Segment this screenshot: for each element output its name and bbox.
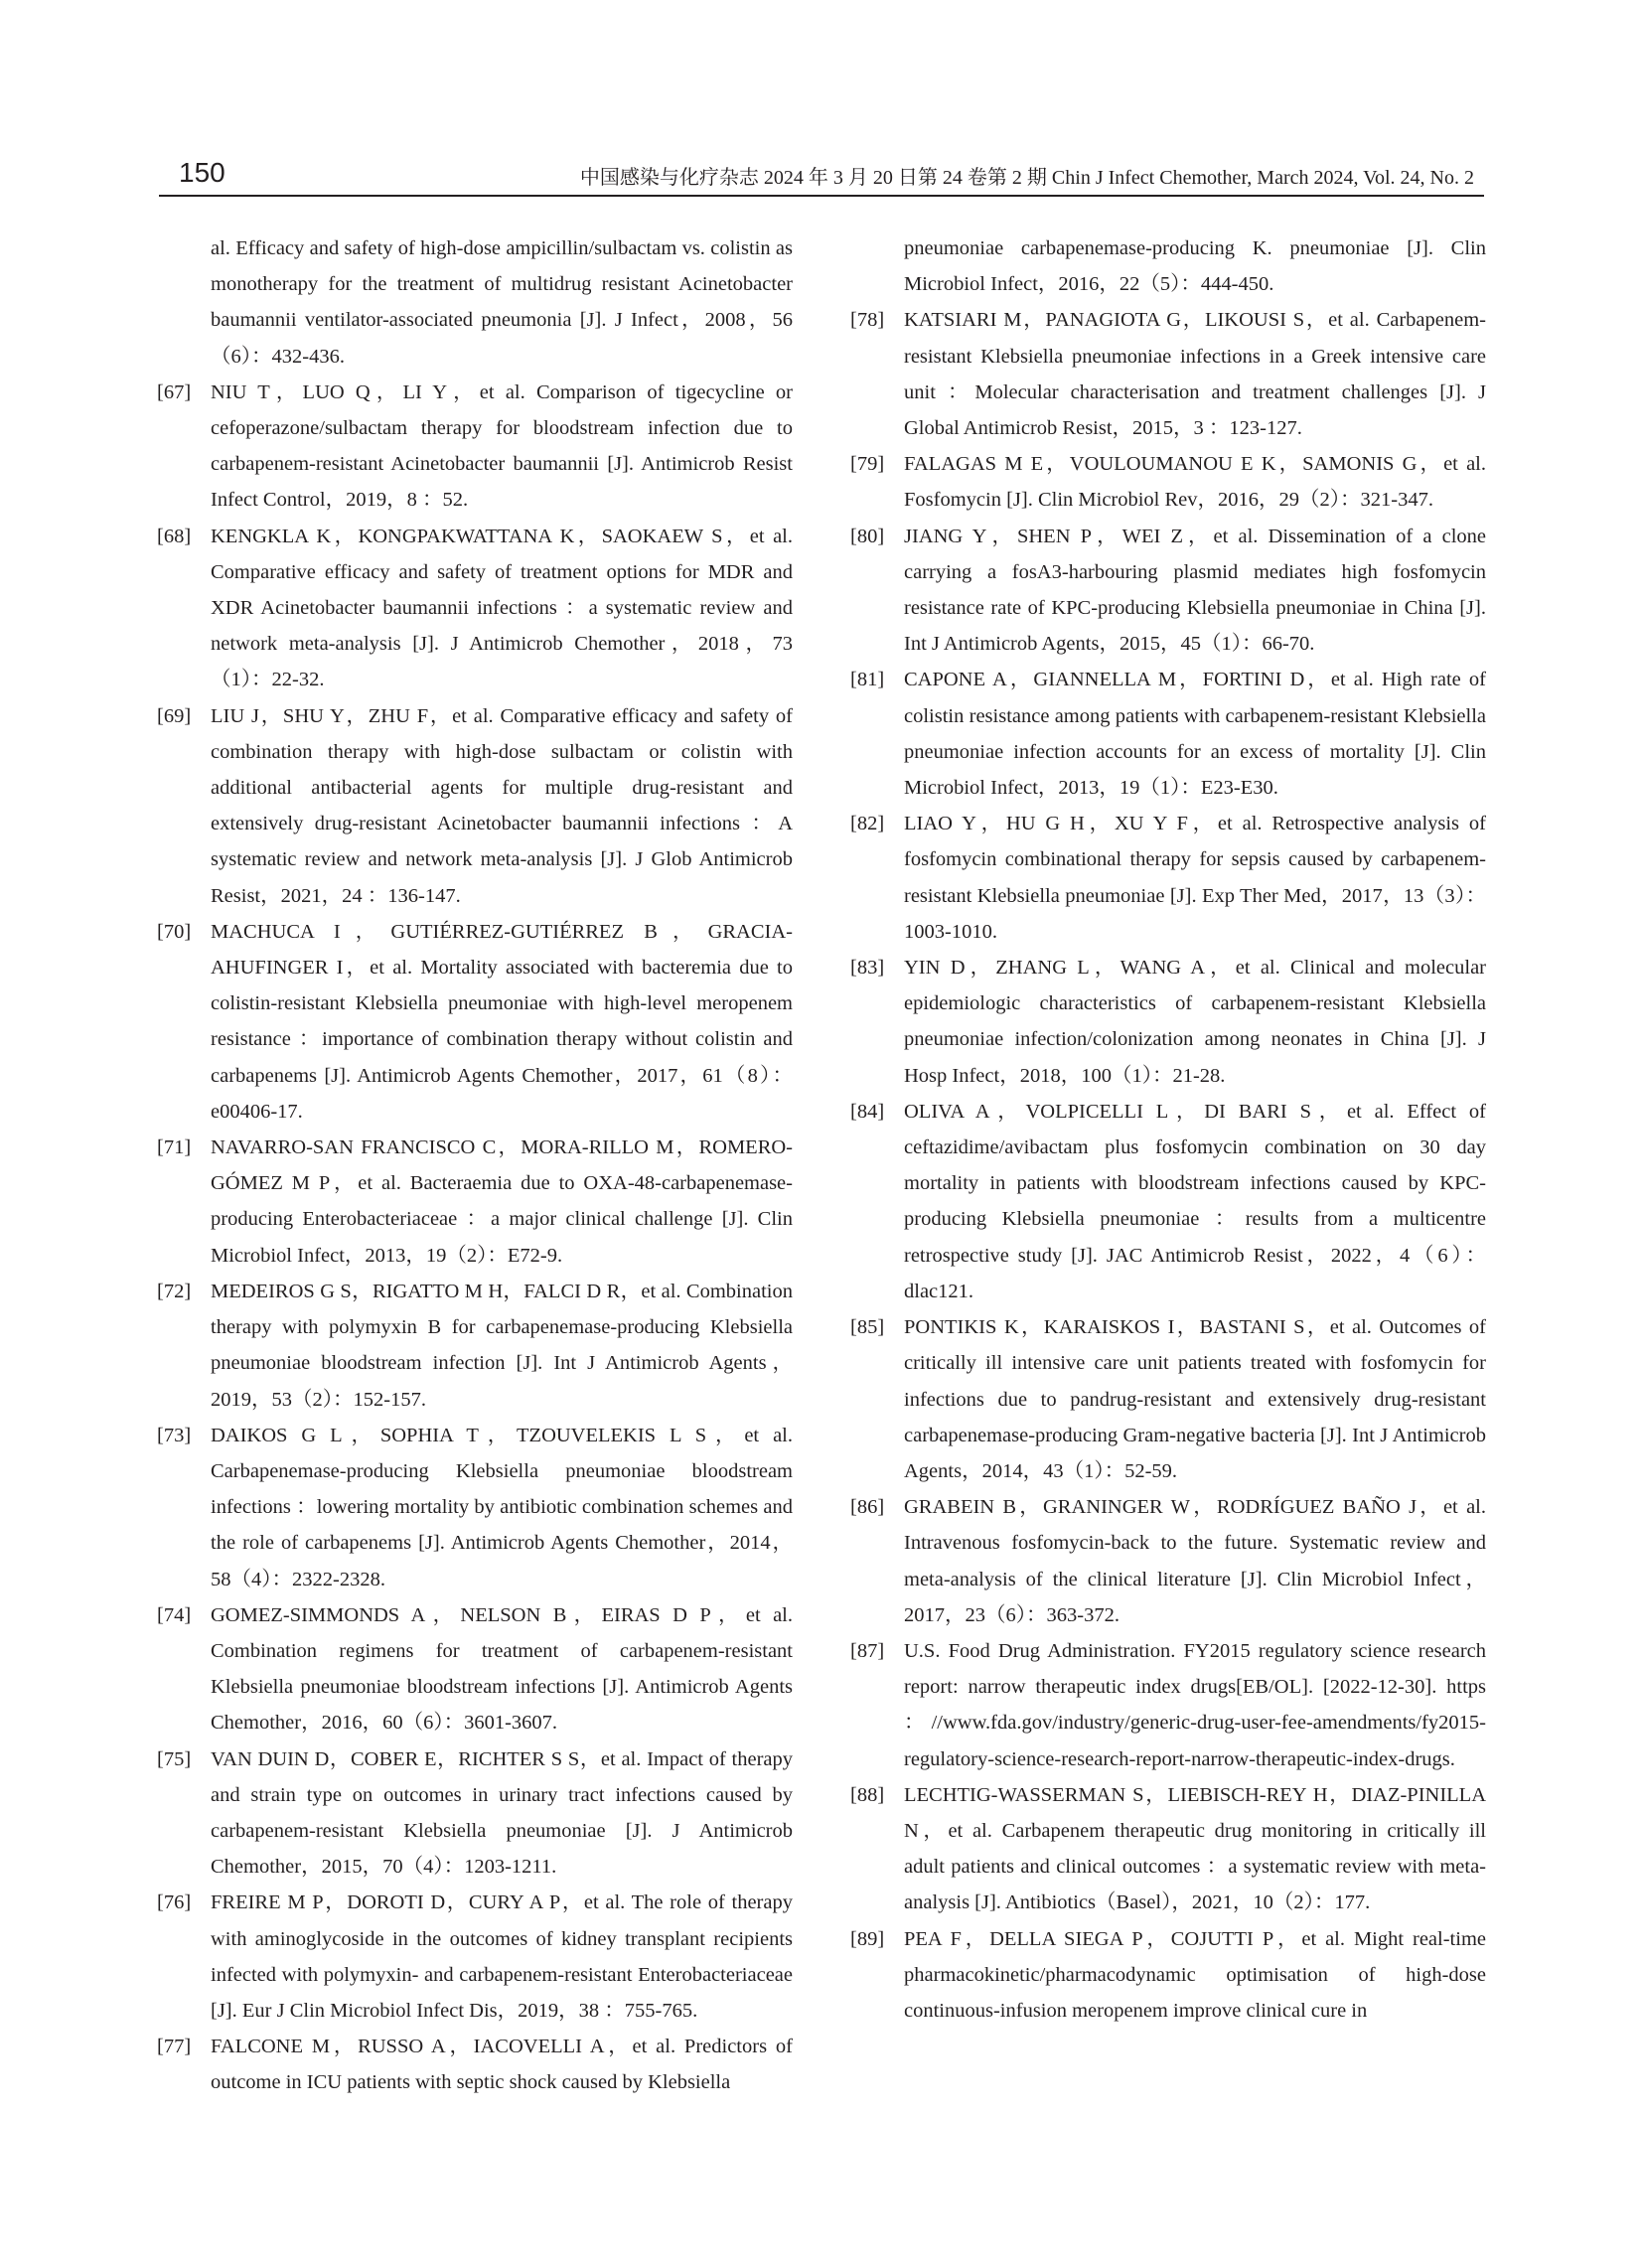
reference-text: JIANG Y，SHEN P，WEI Z，et al. Dissemination of a clone carrying a fosA3-harbouring plasmid mediates high fosfomycin resistance rate of KPC-producing Klebsiella pneumoniae in China [J]. Int J Antimicrob Agents，2015，45（1）：66-70. — [904, 525, 1486, 656]
reference-number: [73] — [157, 1424, 192, 1446]
reference-text: MACHUCA I，GUTIÉRREZ-GUTIÉRREZ B，GRACIA-AHUFINGER I，et al. Mortality associated with bacteremia due to colistin-resistant Klebsiella pneumoniae with high-level meropenem resistance ：importance of combination therapy without colistin and carbapenems [J]. Antimicrob Agents Chemother，2017，61（8）：e00406-17. — [211, 920, 793, 1123]
reference-text: VAN DUIN D，COBER E，RICHTER S S，et al. Impact of therapy and strain type on outcomes in urinary tract infections caused by carbapenem-resistant Klebsiella pneumoniae [J]. J Antimicrob Chemother，2015，70（4）：1203-1211. — [211, 1747, 793, 1879]
reference-entry — [850, 1633, 1486, 1777]
reference-entry — [157, 1885, 793, 2029]
reference-entry — [850, 1094, 1486, 1309]
reference-text: KATSIARI M，PANAGIOTA G，LIKOUSI S，et al. Carbapenem-resistant Klebsiella pneumoniae infections in a Greek intensive care unit ：Molecular characterisation and treatment challenges [J]. J Global Antimicrob Resist，2015，3 ：123-127. — [904, 309, 1486, 440]
reference-number: [88] — [850, 1783, 885, 1806]
reference-number: [81] — [850, 669, 885, 691]
reference-entry — [157, 1130, 793, 1274]
page-number: 150 — [179, 157, 225, 188]
reference-number: [82] — [850, 813, 885, 835]
reference-text: LIU J，SHU Y，ZHU F，et al. Comparative efficacy and safety of combination therapy with high-dose sulbactam or colistin with additional antibacterial agents for multiple drug-resistant and extensively drug-resistant Acinetobacter baumannii infections ：A systematic review and network meta-analysis [J]. J Glob Antimicrob Resist，2021，24 ：136-147. — [211, 704, 793, 907]
reference-number: [79] — [850, 453, 885, 476]
reference-number: [70] — [157, 920, 192, 943]
reference-number: [86] — [850, 1496, 885, 1519]
reference-entry — [850, 519, 1486, 663]
running-header — [159, 159, 1484, 197]
reference-entry — [850, 1489, 1486, 1633]
reference-number: [74] — [157, 1603, 192, 1626]
reference-number: [68] — [157, 525, 192, 547]
reference-entry — [850, 1309, 1486, 1489]
reference-number: [72] — [157, 1280, 192, 1302]
reference-text: PEA F，DELLA SIEGA P，COJUTTI P，et al. Might real-time pharmacokinetic/pharmacodynamic optimisation of high-dose continuous-infusion meropenem improve clinical cure in — [904, 1927, 1486, 2022]
reference-text: GRABEIN B，GRANINGER W，RODRÍGUEZ BAÑO J，et al. Intravenous fosfomycin-back to the future. Systematic review and meta-analysis of the clinical literature [J]. Clin Microbiol Infect，2017，23（6）：363-372. — [904, 1496, 1486, 1626]
reference-number: [67] — [157, 380, 192, 403]
reference-entry — [850, 950, 1486, 1094]
reference-entry — [850, 1921, 1486, 2030]
reference-entry — [157, 375, 793, 519]
reference-entry — [850, 230, 1486, 302]
reference-text: FREIRE M P，DOROTI D，CURY A P，et al. The role of therapy with aminoglycoside in the outcomes of kidney transplant recipients infected with polymyxin- and carbapenem-resistant Enterobacteriaceae [J]. Eur J Clin Microbiol Infect Dis，2019，38 ：755-765. — [211, 1891, 793, 2022]
reference-entry — [157, 1274, 793, 1418]
reference-text: MEDEIROS G S，RIGATTO M H，FALCI D R，et al. Combination therapy with polymyxin B for carbapenemase-producing Klebsiella pneumoniae bloodstream infection [J]. Int J Antimicrob Agents，2019，53（2）：152-157. — [211, 1280, 793, 1411]
reference-number: [69] — [157, 704, 192, 727]
reference-entry — [850, 446, 1486, 518]
reference-text: FALCONE M，RUSSO A，IACOVELLI A，et al. Predictors of outcome in ICU patients with septic shock caused by Klebsiella — [211, 2036, 793, 2094]
reference-number: [84] — [850, 1100, 885, 1123]
reference-number: [77] — [157, 2036, 192, 2058]
reference-text: LECHTIG-WASSERMAN S，LIEBISCH-REY H，DIAZ-PINILLA N，et al. Carbapenem therapeutic drug monitoring in critically ill adult patients and clinical outcomes ：a systematic review with meta-analysis [J]. Antibiotics（Basel），2021，10（2）：177. — [904, 1783, 1486, 1914]
reference-column-left — [157, 230, 793, 2101]
reference-text: NAVARRO-SAN FRANCISCO C，MORA-RILLO M，ROMERO-GÓMEZ M P，et al. Bacteraemia due to OXA-48-carbapenemase-producing Enterobacteriaceae ：a major clinical challenge [J]. Clin Microbiol Infect，2013，19（2）：E72-9. — [211, 1136, 793, 1267]
reference-column-right — [850, 230, 1486, 2029]
reference-entry — [157, 519, 793, 698]
reference-text: OLIVA A，VOLPICELLI L，DI BARI S，et al. Effect of ceftazidime/avibactam plus fosfomycin combination on 30 day mortality in patients with bloodstream infections caused by KPC-producing Klebsiella pneumoniae ：results from a multicentre retrospective study [J]. JAC Antimicrob Resist，2022，4（6）：dlac121. — [904, 1100, 1486, 1302]
reference-text: FALAGAS M E，VOULOUMANOU E K，SAMONIS G，et al. Fosfomycin [J]. Clin Microbiol Rev，2016，29（2）：321-347. — [904, 453, 1486, 512]
reference-number: [87] — [850, 1639, 885, 1662]
reference-entry — [850, 302, 1486, 446]
reference-number: [71] — [157, 1136, 192, 1159]
reference-text: DAIKOS G L，SOPHIA T，TZOUVELEKIS L S，et al. Carbapenemase-producing Klebsiella pneumoniae bloodstream infections ：lowering mortality by antibiotic combination schemes and the role of carbapenems [J]. Antimicrob Agents Chemother，2014，58（4）：2322-2328. — [211, 1424, 793, 1590]
reference-number: [76] — [157, 1891, 192, 1914]
reference-text: pneumoniae carbapenemase-producing K. pneumoniae [J]. Clin Microbiol Infect，2016，22（5）：444-450. — [904, 237, 1486, 296]
reference-number: [78] — [850, 309, 885, 332]
reference-text: LIAO Y，HU G H，XU Y F，et al. Retrospective analysis of fosfomycin combinational therapy for sepsis caused by carbapenem-resistant Klebsiella pneumoniae [J]. Exp Ther Med，2017，13（3）：1003-1010. — [904, 813, 1486, 943]
reference-text: GOMEZ-SIMMONDS A，NELSON B，EIRAS D P，et al. Combination regimens for treatment of carbapenem-resistant Klebsiella pneumoniae bloodstream infections [J]. Antimicrob Agents Chemother，2016，60（6）：3601-3607. — [211, 1603, 793, 1735]
reference-entry — [157, 914, 793, 1130]
reference-text: NIU T，LUO Q，LI Y，et al. Comparison of tigecycline or cefoperazone/sulbactam therapy for bloodstream infection due to carbapenem-resistant Acinetobacter baumannii [J]. Antimicrob Resist Infect Control，2019，8 ：52. — [211, 380, 793, 512]
reference-entry — [157, 1418, 793, 1597]
journal-citation-line: 中国感染与化疗杂志 2024 年 3 月 20 日第 24 卷第 2 期 Chin J Infect Chemother, March 2024, Vol. 24, No. 2 — [579, 167, 1474, 189]
reference-entry — [157, 698, 793, 914]
reference-text: U.S. Food Drug Administration. FY2015 regulatory science research report: narrow therapeutic index drugs[EB/OL]. [2022-12-30]. https ：//www.fda.gov/industry/generic-drug-user-fee-amendments/fy2015-regulatory-science-research-report-narrow-therapeutic-index-drugs. — [904, 1639, 1486, 1770]
reference-entry — [157, 1597, 793, 1741]
reference-entry — [850, 1777, 1486, 1921]
reference-entry — [157, 230, 793, 375]
reference-number: [85] — [850, 1316, 885, 1339]
reference-text: al. Efficacy and safety of high-dose ampicillin/sulbactam vs. colistin as monotherapy for the treatment of multidrug resistant Acinetobacter baumannii ventilator-associated pneumonia [J]. J Infect，2008，56（6）：432-436. — [211, 237, 793, 368]
reference-text: PONTIKIS K，KARAISKOS I，BASTANI S，et al. Outcomes of critically ill intensive care unit patients treated with fosfomycin for infections due to pandrug-resistant and extensively drug-resistant carbapenemase-producing Gram-negative bacteria [J]. Int J Antimicrob Agents，2014，43（1）：52-59. — [904, 1316, 1486, 1482]
reference-number: [83] — [850, 957, 885, 980]
reference-number: [75] — [157, 1747, 192, 1770]
reference-text: CAPONE A，GIANNELLA M，FORTINI D，et al. High rate of colistin resistance among patients with carbapenem-resistant Klebsiella pneumoniae infection accounts for an excess of mortality [J]. Clin Microbiol Infect，2013，19（1）：E23-E30. — [904, 669, 1486, 800]
reference-text: YIN D，ZHANG L，WANG A，et al. Clinical and molecular epidemiologic characteristics of carbapenem-resistant Klebsiella pneumoniae infection/colonization among neonates in China [J]. J Hosp Infect，2018，100（1）：21-28. — [904, 957, 1486, 1087]
reference-entry — [157, 2029, 793, 2100]
reference-text: KENGKLA K，KONGPAKWATTANA K，SAOKAEW S，et al. Comparative efficacy and safety of treatment options for MDR and XDR Acinetobacter baumannii infections ：a systematic review and network meta-analysis [J]. J Antimicrob Chemother，2018，73（1）：22-32. — [211, 525, 793, 691]
reference-entry — [850, 806, 1486, 950]
reference-number: [80] — [850, 525, 885, 547]
reference-entry — [850, 662, 1486, 806]
reference-entry — [157, 1741, 793, 1886]
reference-number: [89] — [850, 1927, 885, 1950]
